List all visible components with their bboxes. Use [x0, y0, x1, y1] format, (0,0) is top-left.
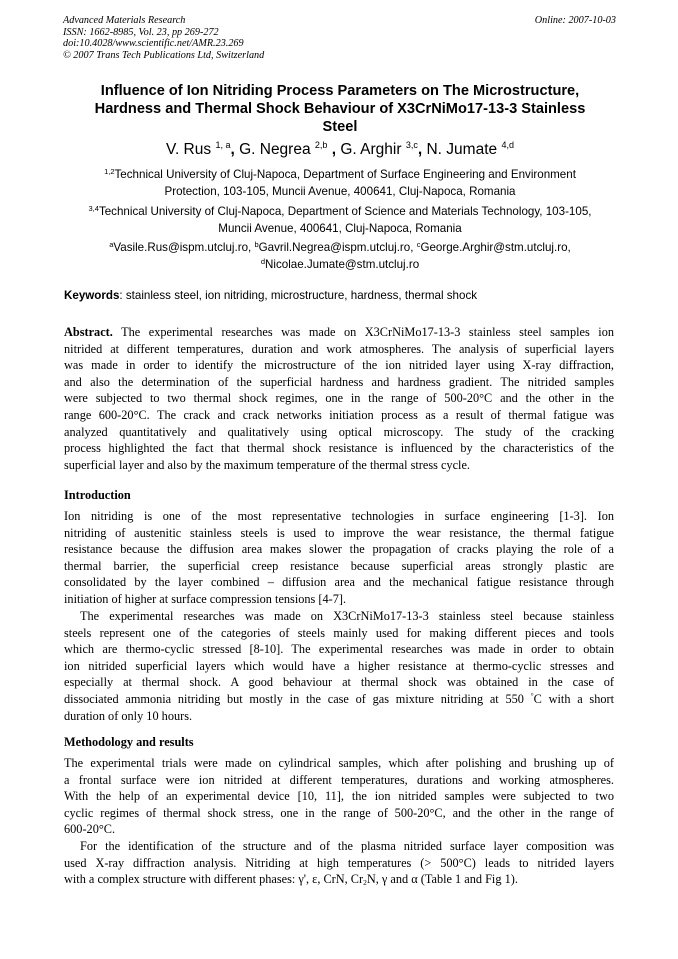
abstract-line: process highlighted the fact that thermal shock resistance is influenced by the characteristics of the [64, 441, 614, 456]
body-line [64, 691, 614, 708]
author-affil-mark: 3,c [405, 140, 418, 150]
body-line: a frontal surface were ion nitrided at different temperatures, durations and working atmospheres. [64, 772, 614, 787]
author-name: G. Negrea [239, 141, 311, 158]
affiliation-line: Protection, 103-105, Muncii Avenue, 400641, Cluj-Napoca, Romania [164, 185, 516, 198]
affiliation-text: Technical University of Cluj-Napoca, Department of Science and Materials Technology, 103-105, [98, 205, 592, 218]
degree-mark: ° [530, 690, 534, 700]
body-line: nitriding of austenitic stainless steels is used to improve the wear resistance, the thermal fatigue [64, 525, 614, 540]
body-line: cyclic regimes of thermal shock stress, one in the range of 500-20°C, and the other in the range of [64, 805, 614, 820]
author-affil-mark: 4,d [501, 140, 514, 150]
keywords [64, 289, 616, 303]
body-line: duration of only 10 hours. [64, 708, 193, 723]
email-link[interactable]: Gavril.Negrea@ispm.utcluj.ro, [258, 241, 414, 254]
online-date: Online: 2007-10-03 [534, 15, 616, 26]
introduction-paragraph-1 [64, 508, 614, 608]
body-text: dissociated ammonia nitriding but mostly in the case of gas mixture nitriding at 550 [64, 691, 531, 706]
body-line: With the help of an experimental device [10, 11], the ion nitrided samples were subjected to two [64, 789, 614, 804]
body-line: The experimental researches was made on X3CrNiMo17-13-3 stainless steel because stainless [80, 609, 614, 623]
affiliation-line: Muncii Avenue, 400641, Cluj-Napoca, Romania [218, 222, 462, 235]
title-line: Steel [322, 119, 358, 135]
journal-doi: doi:10.4028/www.scientific.net/AMR.23.269 [63, 38, 244, 50]
email-mark: a [109, 240, 114, 249]
abstract-line: nitrided at different temperatures, duration and work atmospheres. The analysis of superficial layers [64, 341, 614, 356]
abstract-line: was made in order to identify the microstructure of the ion nitrided layer using X-ray diffraction, [64, 358, 614, 373]
abstract-line: analyzed quantitatively and qualitatively using optical microscopy. The study of the cracking [64, 424, 614, 439]
body-line: ion nitrided superficial layers which would have a higher resistance at thermo-cyclic stresses and [64, 658, 614, 673]
subscript: 2 [363, 878, 367, 888]
keywords-label: Keywords [64, 289, 120, 302]
author-name: V. Rus [166, 141, 212, 158]
body-line: steels represent one of the categories of steels mainly used for making different pieces and tools [64, 625, 614, 640]
author-affil-mark: 2,b [314, 140, 328, 150]
body-line: 600-20°C. [64, 822, 116, 837]
body-line: used X-ray diffraction analysis. Nitriding at high temperatures (> 500°C) leads to nitrided layers [64, 855, 614, 870]
body-line: especially at thermal shock. A good behaviour at thermal shock was obtained in the case of [64, 675, 614, 690]
author-separator: , [230, 141, 235, 158]
journal-header [63, 15, 616, 61]
body-text: C with a short [533, 691, 614, 706]
affiliation-line [60, 203, 620, 220]
abstract-line: superficial layer and also by the maximum temperature of the thermal stress cycle. [64, 457, 470, 472]
body-line: Ion nitriding is one of the most representative technologies in surface engineering [1-3]. Ion [64, 509, 614, 523]
author-emails [60, 239, 620, 273]
journal-name: Advanced Materials Research [63, 15, 186, 26]
body-text: with a complex structure with different phases: γ', ε, CrN, Cr [64, 872, 364, 887]
affil-mark: 3,4 [88, 204, 99, 213]
keywords-text: : stainless steel, ion nitriding, microstructure, hardness, thermal shock [119, 289, 478, 302]
author-separator: , [331, 141, 337, 158]
abstract-line: were subjected to two thermal shock regimes, one in the range of 500-20°C and the other in the [64, 391, 614, 406]
author-name: N. Jumate [426, 141, 498, 158]
email-link[interactable]: Vasile.Rus@ispm.utcluj.ro, [113, 241, 252, 254]
body-line [64, 871, 614, 888]
email-link[interactable]: Nicolae.Jumate@stm.utcluj.ro [265, 258, 420, 271]
body-line: which are thermo-cyclic stressed [8-10]. The experimental researches was made in order to obtain [64, 642, 614, 657]
email-mark: c [416, 240, 421, 249]
affiliation-text: Technical University of Cluj-Napoca, Department of Surface Engineering and Environment [114, 168, 576, 181]
section-heading-methodology: Methodology and results [64, 735, 194, 749]
methodology-paragraph-2 [64, 838, 614, 888]
title-line: Influence of Ion Nitriding Process Parameters on The Microstructure, [100, 83, 580, 99]
introduction-paragraph-2 [64, 608, 614, 724]
email-mark: d [260, 257, 265, 266]
author-separator: , [417, 141, 423, 158]
body-line: initiation of higher at surface compression tensions [4-7]. [64, 591, 347, 606]
affiliation-2 [60, 203, 620, 237]
email-line [60, 239, 620, 256]
journal-copyright: © 2007 Trans Tech Publications Ltd, Switzerland [63, 49, 265, 61]
body-line: For the identification of the structure and of the plasma nitrided surface layer composition was [80, 839, 614, 853]
affiliation-1 [60, 166, 620, 200]
affil-mark: 1,2 [104, 167, 115, 176]
abstract-text: The experimental researches was made on X3CrNiMo17-13-3 stainless steel samples ion [112, 325, 614, 339]
author-list [60, 140, 620, 160]
body-line: resistance because the diffusion area makes slower the propagation of cracks playing the role of a [64, 542, 614, 557]
body-line: thermal barrier, the superficial creep resistance because superficial areas strongly plastic are [64, 558, 614, 573]
email-line [60, 256, 620, 273]
body-line: consolidated by the layer combined – diffusion area and the mechanical fatigue resistance through [64, 575, 614, 590]
author-affil-mark: 1, a [215, 140, 231, 150]
abstract-line: range 600-20°C. The crack and crack networks initiation process as a result of thermal fatigue was [64, 407, 614, 422]
email-mark: b [254, 240, 259, 249]
abstract [64, 324, 614, 473]
title-line: Hardness and Thermal Shock Behaviour of X3CrNiMo17-13-3 Stainless [94, 101, 586, 117]
author-name: G. Arghir [340, 141, 402, 158]
journal-issn: ISSN: 1662-8985, Vol. 23, pp 269-272 [63, 26, 219, 38]
section-heading-introduction: Introduction [64, 488, 131, 502]
body-text: N, γ and α (Table 1 and Fig 1). [366, 872, 518, 887]
body-line: The experimental trials were made on cylindrical samples, which after polishing and brushing up of [64, 756, 614, 770]
email-link[interactable]: George.Arghir@stm.utcluj.ro, [420, 241, 571, 254]
methodology-paragraph-1 [64, 755, 614, 838]
paper-title [60, 82, 620, 136]
affiliation-line [60, 166, 620, 183]
abstract-line [64, 324, 614, 341]
abstract-line: and also the determination of the superficial hardness and hardness gradient. The nitrided samples [64, 374, 614, 389]
abstract-label: Abstract. [64, 325, 113, 339]
